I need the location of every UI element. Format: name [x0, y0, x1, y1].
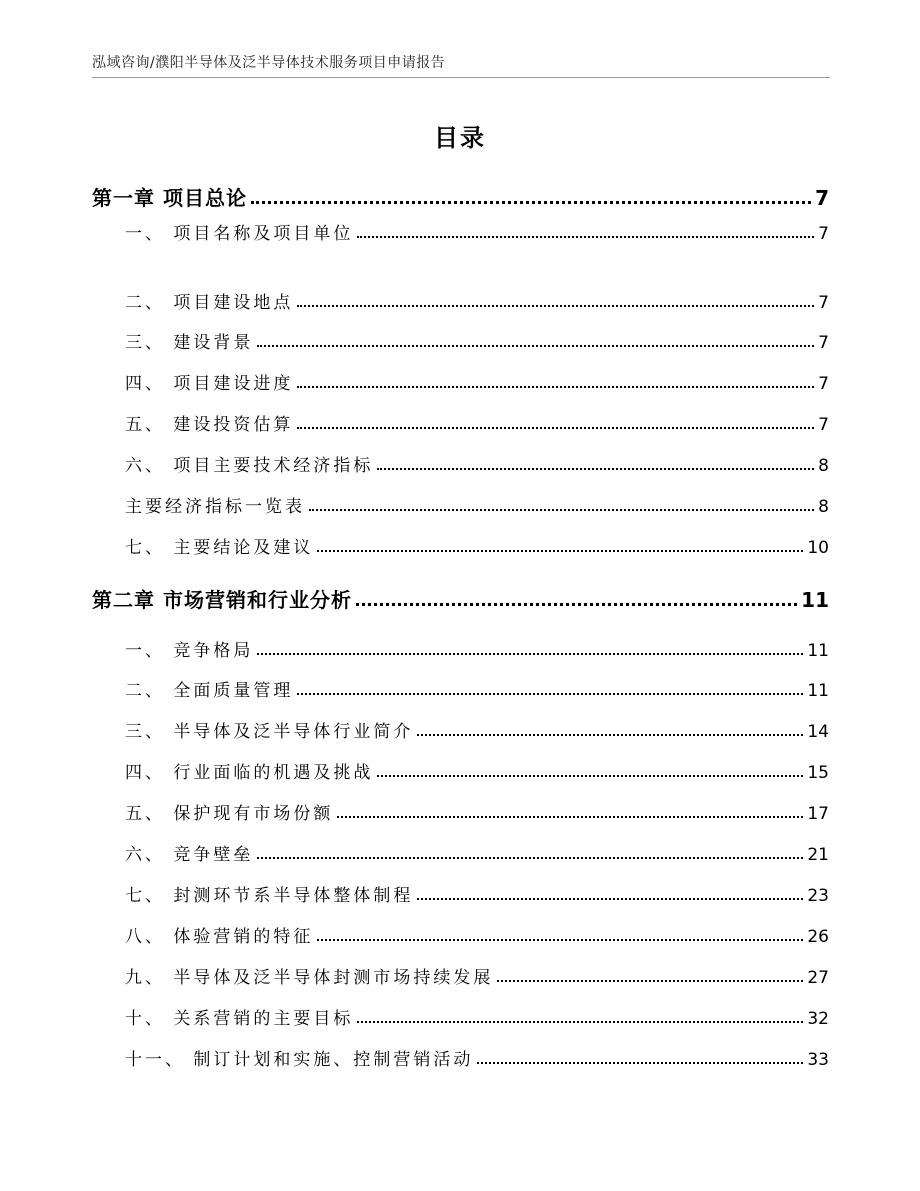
toc-entry[interactable] [125, 963, 829, 988]
toc-entry-page: 7 [818, 293, 829, 313]
leader-dots [251, 201, 811, 204]
toc-entry[interactable] [125, 676, 829, 701]
toc-entry-page: 11 [807, 681, 829, 701]
toc-entry-page: 33 [807, 1050, 829, 1070]
toc-entry[interactable] [125, 533, 829, 558]
leader-dots [257, 857, 803, 859]
toc-entry[interactable] [125, 492, 829, 517]
leader-dots [257, 345, 814, 347]
toc-entry[interactable] [125, 328, 829, 353]
toc-entry[interactable] [125, 636, 829, 661]
toc-entry-page: 15 [807, 763, 829, 783]
toc-entry-text: 第二章 市场营销和行业分析 [92, 588, 352, 612]
toc-entry-text: 五、 保护现有市场份额 [125, 804, 334, 824]
toc-entry-text: 主要经济指标一览表 [125, 497, 305, 517]
leader-dots [497, 980, 803, 982]
toc-entry-text: 十一、 制订计划和实施、控制营销活动 [125, 1050, 474, 1070]
toc-entry-page: 21 [807, 845, 829, 865]
toc-entry-chapter-1[interactable] [92, 182, 829, 211]
leader-dots [257, 653, 803, 655]
toc-entry-page: 7 [818, 374, 829, 394]
toc-entry[interactable] [125, 1004, 829, 1029]
leader-dots [356, 603, 797, 606]
toc-entry-page: 27 [807, 968, 829, 988]
toc-entry-text: 三、 半导体及泛半导体行业简介 [125, 722, 414, 742]
leader-dots [337, 816, 803, 818]
toc-entry[interactable] [125, 758, 829, 783]
running-header: 泓域咨询/濮阳半导体及泛半导体技术服务项目申请报告 [92, 55, 446, 71]
toc-entry[interactable] [125, 922, 829, 947]
leader-dots [357, 236, 814, 238]
toc-entry[interactable] [125, 410, 829, 435]
leader-dots [297, 693, 803, 695]
toc-entry-page: 17 [807, 804, 829, 824]
toc-entry-text: 一、 项目名称及项目单位 [125, 224, 354, 244]
toc-entry-page: 8 [818, 497, 829, 517]
leader-dots [377, 775, 803, 777]
toc-entry[interactable] [125, 799, 829, 824]
toc-entry-text: 六、 项目主要技术经济指标 [125, 456, 374, 476]
leader-dots [377, 468, 814, 470]
toc-entry-chapter-2[interactable] [92, 584, 829, 613]
leader-dots [417, 898, 803, 900]
leader-dots [317, 550, 803, 552]
toc-entry-text: 七、 封测环节系半导体整体制程 [125, 886, 414, 906]
toc-entry-text: 七、 主要结论及建议 [125, 538, 314, 558]
toc-entry-page: 7 [818, 333, 829, 353]
toc-entry-page: 23 [807, 886, 829, 906]
toc-entry[interactable] [125, 288, 829, 313]
toc-entry-text: 一、 竞争格局 [125, 641, 254, 661]
toc-entry-text: 六、 竞争壁垒 [125, 845, 254, 865]
toc-entry-page: 8 [818, 456, 829, 476]
toc-entry-text: 四、 行业面临的机遇及挑战 [125, 763, 374, 783]
toc-entry-page: 32 [807, 1009, 829, 1029]
toc-entry-page: 14 [807, 722, 829, 742]
toc-entry-page: 7 [818, 224, 829, 244]
leader-dots [297, 305, 814, 307]
toc-entry-page: 26 [807, 927, 829, 947]
toc-entry-page: 7 [815, 186, 829, 210]
toc-entry-page: 10 [807, 538, 829, 558]
toc-entry-text: 五、 建设投资估算 [125, 415, 294, 435]
toc-entry-text: 十、 关系营销的主要目标 [125, 1009, 354, 1029]
toc-entry-text: 三、 建设背景 [125, 333, 254, 353]
toc-entry[interactable] [125, 369, 829, 394]
toc-entry-text: 二、 全面质量管理 [125, 681, 294, 701]
toc-entry[interactable] [125, 717, 829, 742]
leader-dots [297, 386, 814, 388]
toc-entry-text: 九、 半导体及泛半导体封测市场持续发展 [125, 968, 494, 988]
toc-entry-text: 四、 项目建设进度 [125, 374, 294, 394]
toc-entry[interactable] [125, 840, 829, 865]
leader-dots [317, 939, 803, 941]
toc-entry[interactable] [125, 1045, 829, 1070]
header-divider [92, 77, 830, 78]
leader-dots [297, 427, 814, 429]
toc-entry-text: 第一章 项目总论 [92, 186, 247, 210]
toc-entry[interactable] [125, 219, 829, 244]
leader-dots [417, 734, 803, 736]
toc-entry-page: 7 [818, 415, 829, 435]
toc-entry-page: 11 [807, 641, 829, 661]
leader-dots [477, 1062, 803, 1064]
toc-entry-page: 11 [801, 588, 829, 612]
toc-entry[interactable] [125, 881, 829, 906]
toc-entry-text: 二、 项目建设地点 [125, 293, 294, 313]
toc-entry[interactable] [125, 451, 829, 476]
leader-dots [357, 1021, 803, 1023]
toc-entry-text: 八、 体验营销的特征 [125, 927, 314, 947]
leader-dots [309, 509, 814, 511]
toc-title: 目录 [434, 124, 486, 152]
